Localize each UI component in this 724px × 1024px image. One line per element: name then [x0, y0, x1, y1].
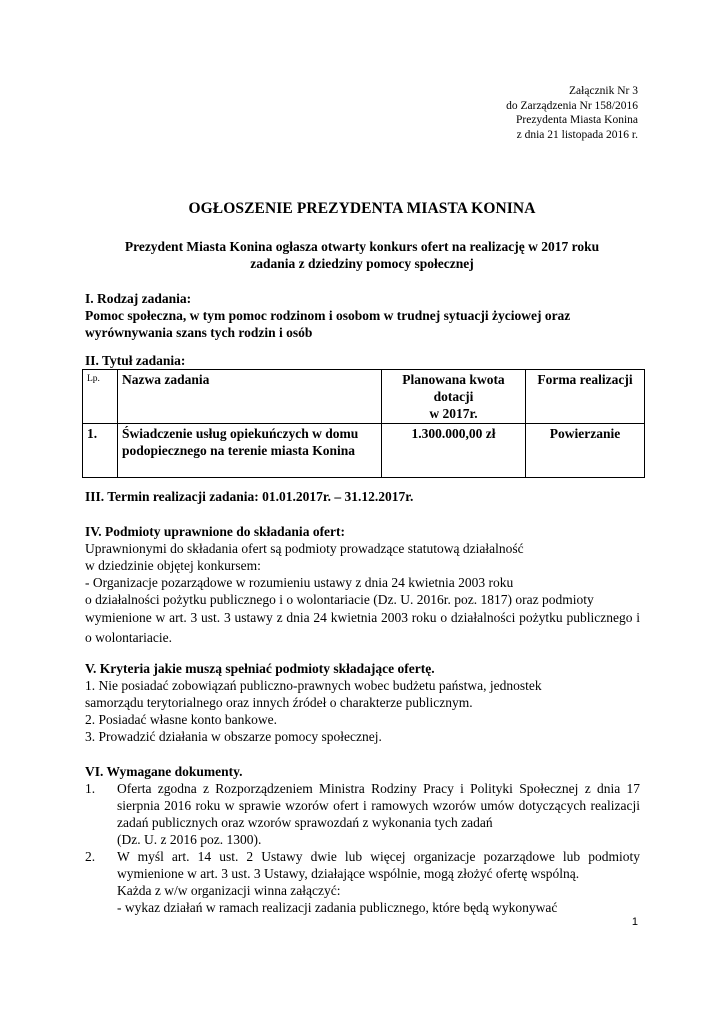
- section-4-line-2: w dziedzinie objętej konkursem:: [85, 558, 261, 573]
- document-item-2: [85, 848, 640, 916]
- criteria-line-1: 1. Nie posiadać zobowiązań publiczno-prawnych wobec budżetu państwa, jednostek: [85, 678, 542, 693]
- task-table: [82, 369, 645, 478]
- document-item-1: [85, 780, 640, 848]
- document-item-1-number: 1.: [85, 781, 96, 796]
- header-amount-line-2: dotacji: [433, 389, 474, 404]
- section-2-heading: II. Tytuł zadania:: [85, 353, 186, 368]
- table-header-row: [83, 370, 645, 424]
- subtitle-line-2: zadania z dziedziny pomocy społecznej: [250, 256, 474, 271]
- annex-line-4: z dnia 21 listopada 2016 r.: [516, 128, 638, 141]
- document-subtitle: [90, 238, 634, 272]
- subtitle-line-1: Prezydent Miasta Konina ogłasza otwarty konkurs ofert na realizację w 2017 roku: [124, 239, 600, 254]
- section-task-type: [85, 290, 640, 341]
- annex-reference: [506, 84, 638, 142]
- section-criteria: [85, 660, 640, 745]
- header-form: Forma realizacji: [526, 370, 645, 424]
- document-title: OGŁOSZENIE PREZYDENTA MIASTA KONINA: [188, 200, 536, 217]
- annex-line-1: Załącznik Nr 3: [569, 85, 638, 97]
- header-amount-line-3: w 2017r.: [429, 406, 478, 421]
- document-item-2-line-2: Każda z w/w organizacji winna załączyć:: [117, 883, 341, 898]
- header-amount: [382, 370, 526, 424]
- header-name: Nazwa zadania: [118, 370, 382, 424]
- criteria-line-4: 3. Prowadzić działania w obszarze pomocy społecznej.: [85, 729, 382, 744]
- document-item-2-text: W myśl art. 14 ust. 2 Ustawy dwie lub więcej organizacje pozarządowe lub podmioty wymienione w art. 3 ust. 3 Ustawy, działające wspólnie, mogą złożyć ofertę wspólną.: [117, 849, 640, 881]
- row-amount: 1.300.000,00 zł: [382, 424, 526, 478]
- page-number: 1: [631, 916, 638, 928]
- section-4-line-3: - Organizacje pozarządowe w rozumieniu ustawy z dnia 24 kwietnia 2003 roku: [85, 575, 514, 590]
- annex-line-2: do Zarządzenia Nr 158/2016: [506, 99, 638, 112]
- table-row: [83, 424, 645, 478]
- row-lp: 1.: [83, 424, 118, 478]
- section-4-line-5: wymienione w art. 3 ust. 3 ustawy z dnia 24 kwietnia 2003 roku o działalności pożytku publicznego i o wolontariacie.: [85, 610, 640, 645]
- section-eligible-entities: [85, 523, 640, 648]
- criteria-line-3: 2. Posiadać własne konto bankowe.: [85, 712, 277, 727]
- document-item-1-ref: (Dz. U. z 2016 poz. 1300).: [117, 832, 262, 847]
- document-item-2-line-3: - wykaz działań w ramach realizacji zadania publicznego, które będą wykonywać: [117, 900, 558, 915]
- document-item-1-text: Oferta zgodna z Rozporządzeniem Ministra Rodziny Pracy i Polityki Społecznej z dnia 17 sierpnia 2016 roku w sprawie wzorów ofert i ramowych wzorów umów dotyczących realizacji zadań publicznych oraz wzorów sprawozdań z wykonania tych zadań: [117, 781, 640, 830]
- section-5-heading: V. Kryteria jakie muszą spełniać podmioty składające ofertę.: [85, 661, 435, 676]
- section-6-heading: VI. Wymagane dokumenty.: [85, 764, 243, 779]
- section-1-text: Pomoc społeczna, w tym pomoc rodzinom i osobom w trudnej sytuacji życiowej oraz wyrównywania szans tych rodzin i osób: [85, 308, 571, 340]
- row-form: Powierzanie: [526, 424, 645, 478]
- section-4-heading: IV. Podmioty uprawnione do składania ofert:: [85, 524, 346, 539]
- section-required-documents: [85, 763, 640, 916]
- section-4-line-1: Uprawnionymi do składania ofert są podmioty prowadzące statutową działalność: [85, 541, 524, 556]
- row-name: Świadczenie usług opiekuńczych w domu podopiecznego na terenie miasta Konina: [118, 424, 382, 478]
- annex-line-3: Prezydenta Miasta Konina: [516, 114, 638, 126]
- header-amount-line-1: Planowana kwota: [402, 372, 505, 387]
- section-3-heading: III. Termin realizacji zadania: 01.01.2017r. – 31.12.2017r.: [85, 489, 414, 504]
- header-lp: Lp.: [83, 370, 118, 424]
- criteria-line-2: samorządu terytorialnego oraz innych źródeł o charakterze publicznym.: [85, 695, 473, 710]
- section-task-title: [85, 352, 640, 369]
- section-4-line-4: o działalności pożytku publicznego i o wolontariacie (Dz. U. 2016r. poz. 1817) oraz podmioty: [85, 592, 594, 607]
- document-item-2-number: 2.: [85, 849, 96, 864]
- section-deadline: [85, 488, 640, 505]
- section-1-heading: I. Rodzaj zadania:: [85, 291, 192, 306]
